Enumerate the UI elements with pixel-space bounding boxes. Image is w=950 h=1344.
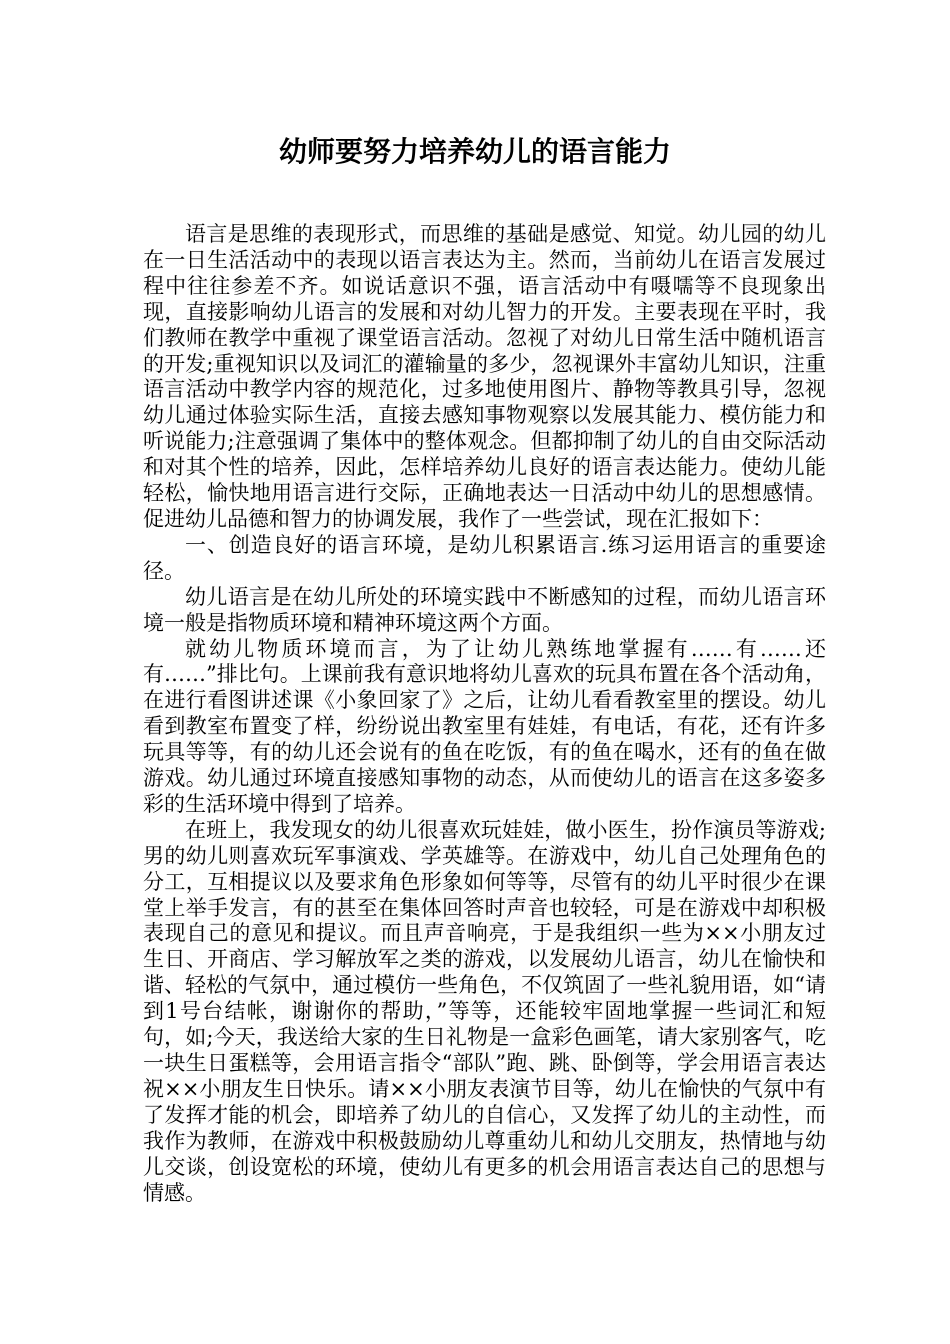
paragraph: 语言是思维的表现形式，而思维的基础是感觉、知觉。幼儿园的幼儿在一日生活活动中的表现以语言表达为主。然而，当前幼儿在语言发展过程中往往参差不齐。如说话意识不强，语言活动中有嗫嚅等不良现象出现，直接影响幼儿语言的发展和对幼儿智力的开发。主要表现在平时，我们教师在教学中重视了课堂语言活动。忽视了对幼儿日常生活中随机语言的开发;重视知识以及词汇的灌输量的多少，忽视课外丰富幼儿知识，注重语言活动中教学内容的规范化，过多地使用图片、静物等教具引导，忽视幼儿通过体验实际生活，直接去感知事物观察以发展其能力、模仿能力和听说能力;注意强调了集体中的整体观念。但都抑制了幼儿的自由交际活动和对其个性的培养，因此，怎样培养幼儿良好的语言表达能力。使幼儿能轻松，愉快地用语言进行交际，正确地表达一日活动中幼儿的思想感情。促进幼儿品德和智力的协调发展，我作了一些尝试，现在汇报如下：: [143, 222, 826, 531]
paragraph: 就幼儿物质环境而言，为了让幼儿熟练地掌握有……有……还有……”排比句。上课前我有意识地将幼儿喜欢的玩具布置在各个活动角，在进行看图讲述课《小象回家了》之后，让幼儿看看教室里的摆设。幼儿看到教室布置变了样，纷纷说出教室里有娃娃，有电话，有花，还有许多玩具等等，有的幼儿还会说有的鱼在吃饭，有的鱼在喝水，还有的鱼在做游戏。幼儿通过环境直接感知事物的动态，从而使幼儿的语言在这多姿多彩的生活环境中得到了培养。: [143, 636, 826, 816]
document-body: [143, 222, 826, 1206]
paragraph: 在班上，我发现女的幼儿很喜欢玩娃娃，做小医生，扮作演员等游戏;男的幼儿则喜欢玩军事演戏、学英雄等。在游戏中，幼儿自己处理角色的分工，互相提议以及要求角色形象如何等等，尽管有的幼儿平时很少在课堂上举手发言，有的甚至在集体回答时声音也较轻，可是在游戏中却积极表现自己的意见和提议。而且声音响亮，于是我组织一些为××小朋友过生日、开商店、学习解放军之类的游戏，以发展幼儿语言，幼儿在愉快和谐、轻松的气氛中，通过模仿一些角色，不仅筑固了一些礼貌用语，如“请到1号台结帐，谢谢你的帮助，”等等，还能较牢固地掌握一些词汇和短句，如;今天，我送给大家的生日礼物是一盒彩色画笔，请大家别客气，吃一块生日蛋糕等，会用语言指令“部队”跑、跳、卧倒等，学会用语言表达祝××小朋友生日快乐。请××小朋友表演节目等，幼儿在愉快的气氛中有了发挥才能的机会，即培养了幼儿的自信心，又发挥了幼儿的主动性，而我作为教师，在游戏中积极鼓励幼儿尊重幼儿和幼儿交朋友，热情地与幼儿交谈，创设宽松的环境，使幼儿有更多的机会用语言表达自己的思想与情感。: [143, 817, 826, 1205]
paragraph: 一、创造良好的语言环境，是幼儿积累语言.练习运用语言的重要途径。: [143, 532, 826, 583]
document-title: 幼师要努力培养幼儿的语言能力: [278, 135, 671, 168]
paragraph: 幼儿语言是在幼儿所处的环境实践中不断感知的过程，而幼儿语言环境一般是指物质环境和精神环境这两个方面。: [143, 584, 826, 635]
